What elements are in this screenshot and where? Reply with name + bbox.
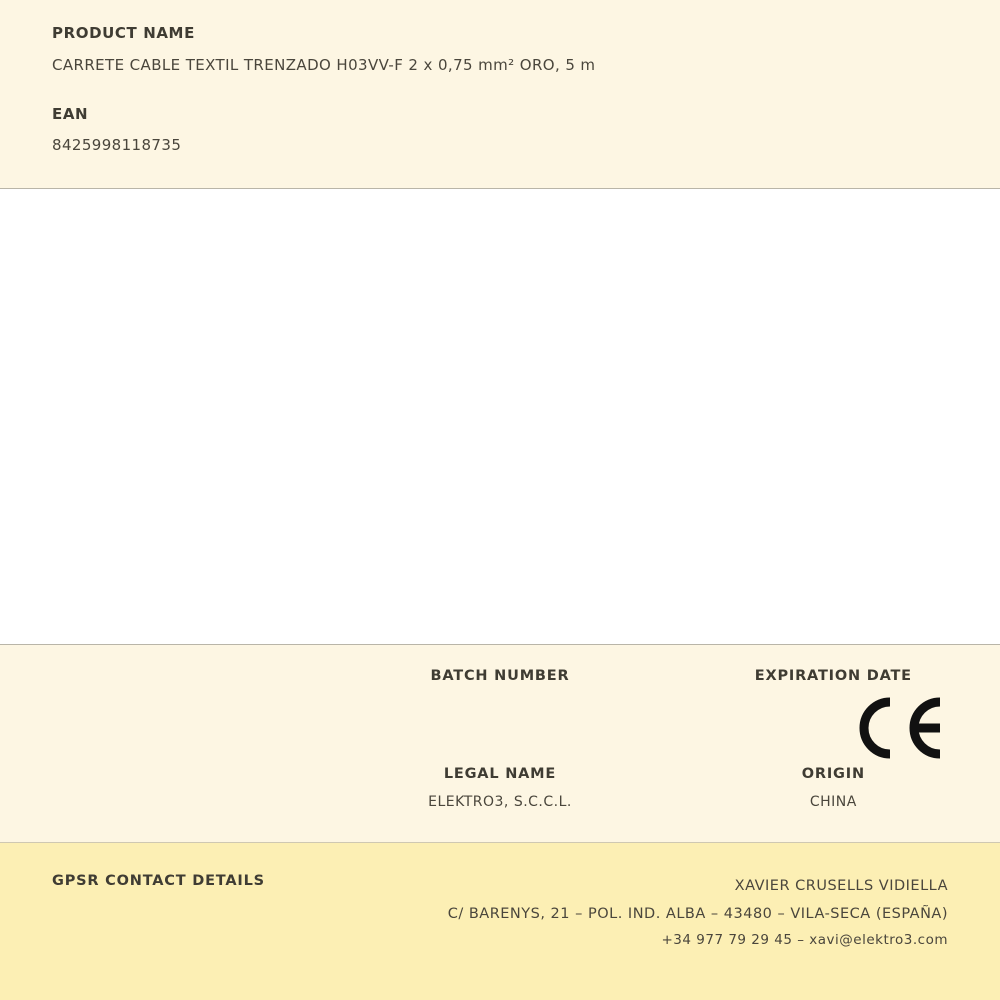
- expiration-date-label: EXPIRATION DATE: [754, 668, 912, 684]
- origin-value: CHINA: [809, 793, 857, 810]
- product-name-label: PRODUCT NAME: [52, 24, 195, 42]
- product-name-value: CARRETE CABLE TEXTIL TRENZADO H03VV-F 2 x 0,75 mm² ORO, 5 m: [52, 55, 596, 74]
- expiration-date-cell: [667, 667, 1000, 713]
- ean-value: 8425998118735: [52, 136, 182, 155]
- legal-name-value: ELEKTRO3, S.C.C.L.: [428, 793, 572, 810]
- legal-name-label: LEGAL NAME: [443, 765, 557, 782]
- batch-number-label: BATCH NUMBER: [430, 668, 570, 684]
- ean-label: EAN: [52, 104, 89, 123]
- spacer-cell-2: [0, 765, 333, 811]
- product-image-area: [0, 189, 1000, 645]
- gpsr-footer: [0, 843, 1000, 1000]
- spacer-cell: [0, 667, 333, 713]
- gpsr-contact-name: XAVIER CRUSELLS VIDIELLA: [734, 878, 948, 894]
- origin-cell: [667, 765, 1000, 811]
- gpsr-contact-block: [448, 873, 948, 954]
- compliance-info-section: [0, 645, 1000, 843]
- legal-name-cell: [333, 765, 666, 811]
- origin-label: ORIGIN: [801, 765, 865, 782]
- expiration-date-value: [667, 695, 1000, 713]
- product-info-section: [0, 0, 1000, 189]
- gpsr-label: GPSR CONTACT DETAILS: [52, 873, 265, 889]
- product-name-block: [52, 24, 948, 75]
- gpsr-contact-address: C/ BARENYS, 21 – POL. IND. ALBA – 43480 – VILA-SECA (ESPAÑA): [447, 905, 948, 922]
- gpsr-contact-phone-email: +34 977 79 29 45 – xavi@elektro3.com: [661, 932, 948, 949]
- batch-number-cell: [333, 667, 666, 713]
- batch-expiration-row: [0, 667, 1000, 713]
- ean-block: [52, 105, 948, 156]
- ce-marking-icon: [852, 692, 948, 764]
- batch-number-value: [333, 695, 666, 713]
- legal-origin-row: [0, 765, 1000, 811]
